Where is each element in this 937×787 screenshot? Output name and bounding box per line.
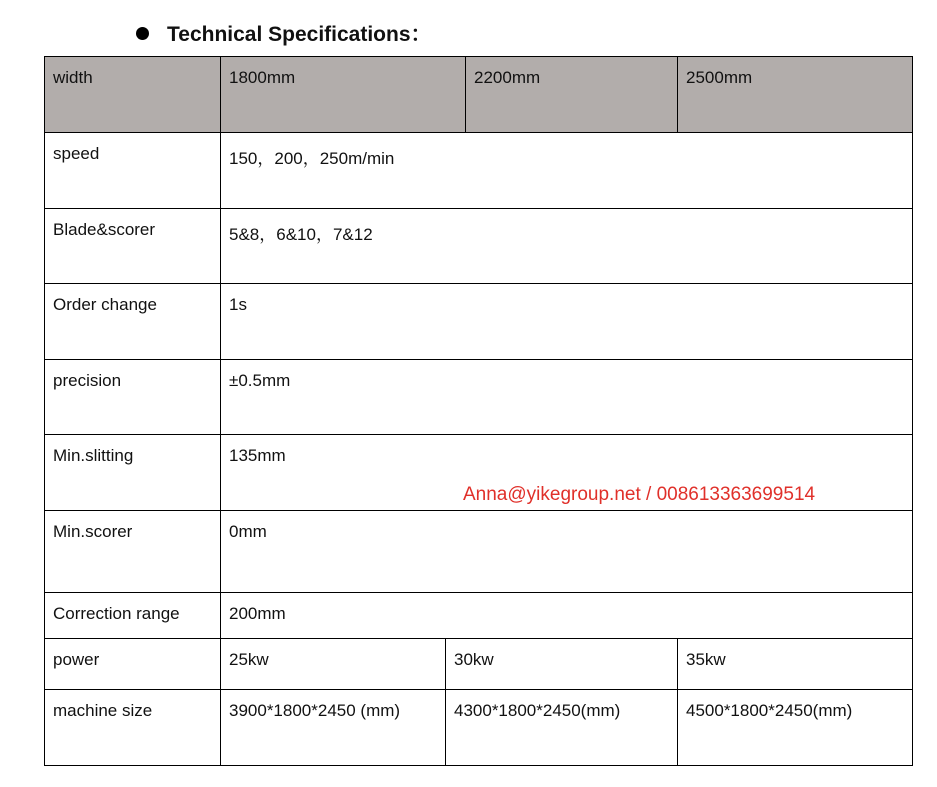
row-value-speed: 150，200，250m/min <box>229 149 395 168</box>
row-value-correction-range: 200mm <box>229 604 286 623</box>
row-label-machine-size: machine size <box>53 701 153 720</box>
power-value-3: 35kw <box>686 650 726 669</box>
header-width-3: 2500mm <box>686 68 753 87</box>
power-value-2: 30kw <box>454 650 494 669</box>
row-label-precision: precision <box>53 371 122 390</box>
size-value-2: 4300*1800*2450(mm) <box>454 701 621 720</box>
header-label: width <box>53 68 93 87</box>
row-label-min-scorer: Min.scorer <box>53 522 133 541</box>
row-label-order-change: Order change <box>53 295 157 314</box>
row-value-min-scorer: 0mm <box>229 522 267 541</box>
size-value-1: 3900*1800*2450 (mm) <box>229 701 401 720</box>
row-value-min-slitting: 135mm <box>229 446 286 465</box>
row-label-min-slitting: Min.slitting <box>53 446 134 465</box>
contact-watermark: Anna@yikegroup.net / 008613363699514 <box>463 484 816 505</box>
row-label-power: power <box>53 650 100 669</box>
row-label-blade: Blade&scorer <box>53 220 156 239</box>
heading-title: Technical Specifications： <box>167 23 432 46</box>
header-width-1: 1800mm <box>229 68 296 87</box>
row-label-speed: speed <box>53 144 100 163</box>
row-value-order-change: 1s <box>229 295 247 314</box>
row-label-correction-range: Correction range <box>53 604 180 623</box>
row-value-blade: 5&8，6&10，7&12 <box>229 225 373 244</box>
size-value-3: 4500*1800*2450(mm) <box>686 701 853 720</box>
row-value-precision: ±0.5mm <box>229 371 291 390</box>
header-width-2: 2200mm <box>474 68 541 87</box>
power-value-1: 25kw <box>229 650 269 669</box>
